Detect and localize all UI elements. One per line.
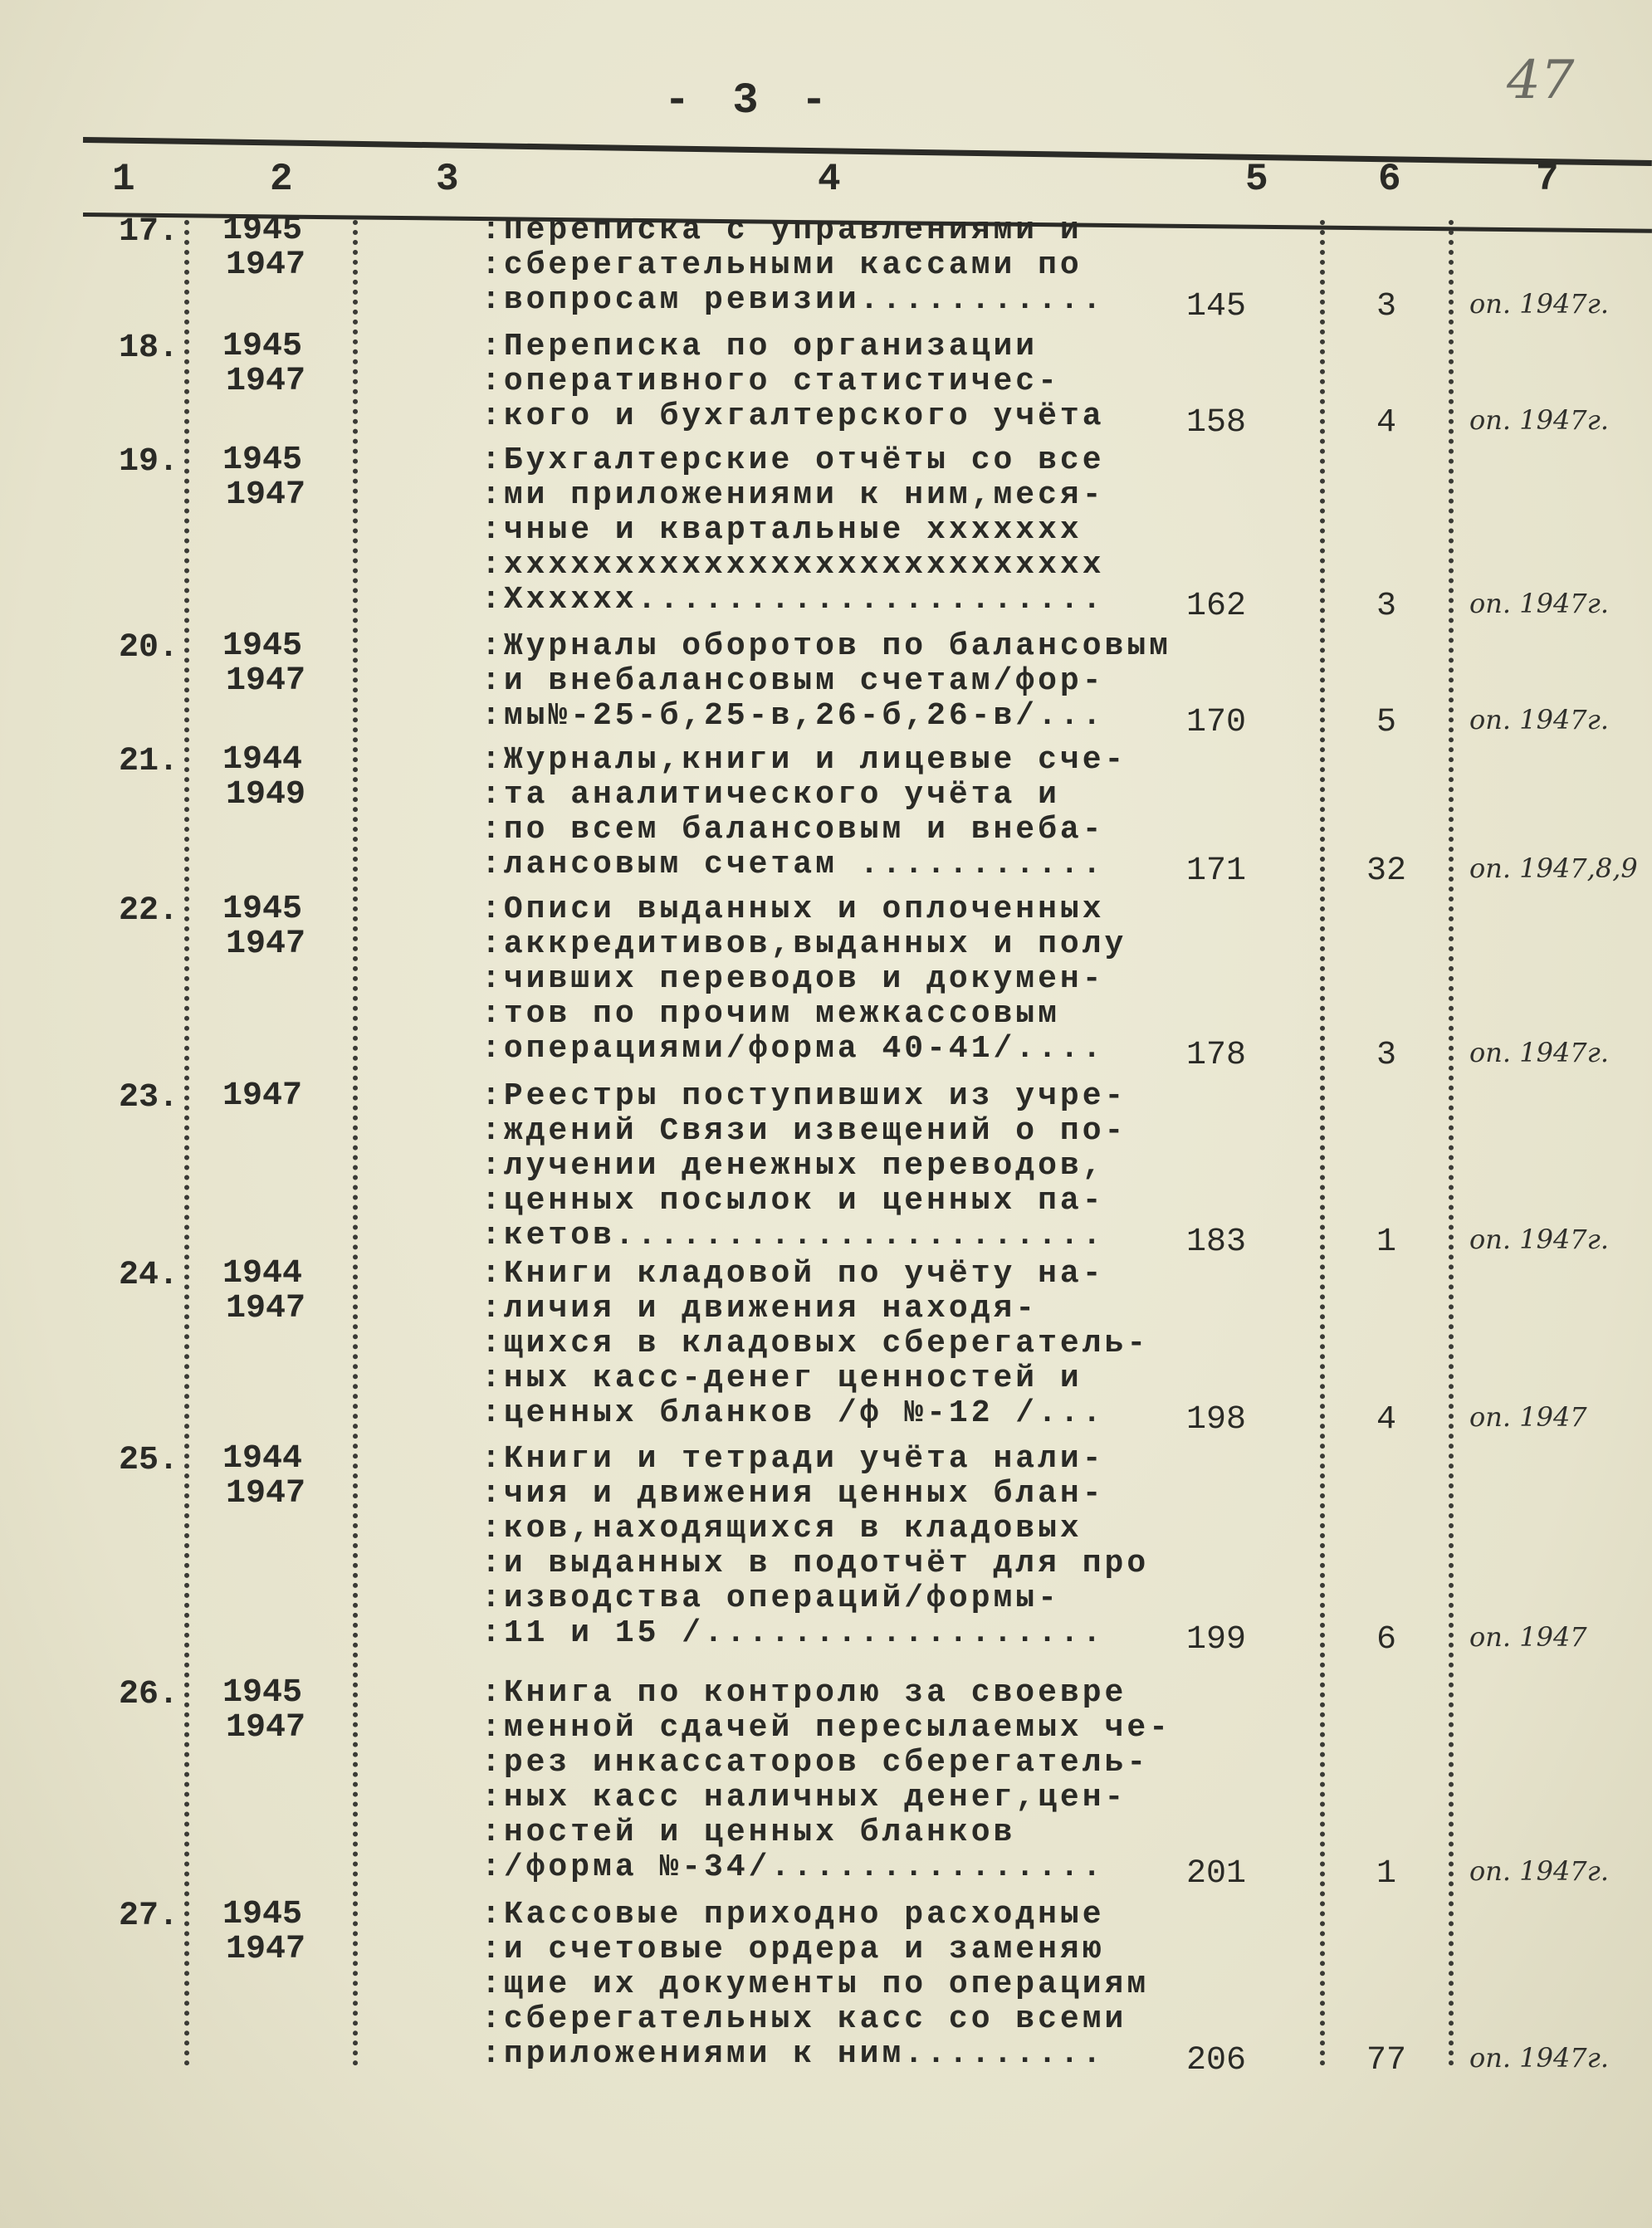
item-values: [0, 853, 1652, 890]
sheet-count: 3: [1376, 588, 1396, 625]
handwritten-note: оп. 1947г.: [1469, 588, 1609, 619]
item-years: [222, 330, 305, 399]
handwritten-note: оп. 1947,8,9: [1469, 853, 1638, 884]
title-line: : Книги кладовой по учёту на-: [481, 1257, 1149, 1292]
column-header-5: 5: [1245, 158, 1268, 201]
sheet-count: 3: [1376, 288, 1396, 325]
year: 1945: [222, 442, 303, 479]
year: 1945: [222, 212, 303, 249]
column-header-1: 1: [112, 158, 135, 201]
volume-number: 201: [1185, 1855, 1246, 1893]
column-header-2: 2: [270, 158, 293, 201]
title-line: : ценных бланков /ф №-12 /...: [481, 1396, 1149, 1431]
title-line: : та аналитического учёта и: [481, 778, 1127, 813]
handwritten-note: оп. 1947г.: [1469, 1855, 1609, 1887]
item-years: [222, 743, 305, 813]
item-years: [222, 1257, 305, 1327]
year: 1947: [226, 662, 306, 700]
title-line: : чия и движения ценных блан-: [481, 1477, 1149, 1512]
title-line: : приложениями к ним.........: [481, 2037, 1149, 2072]
item-number: 19.: [118, 443, 178, 481]
year: 1947: [226, 1709, 306, 1747]
title-line: : ценных посылок и ценных па-: [481, 1184, 1127, 1219]
item-values: [0, 404, 1652, 442]
title-line: : и счетовые ордера и заменяю: [481, 1932, 1149, 1967]
title-line: : Книга по контролю за своевре: [481, 1676, 1171, 1711]
item-values: [0, 288, 1652, 323]
column-header-4: 4: [818, 158, 841, 201]
title-line: : Переписка по организации: [481, 330, 1105, 364]
item-years: [222, 629, 305, 699]
title-line: : менной сдачей пересылаемых че-: [481, 1711, 1171, 1746]
title-line: : 11 и 15 /..................: [481, 1616, 1149, 1651]
item-years: [222, 892, 305, 962]
volume-number: 171: [1185, 853, 1246, 890]
header-rule-top: [83, 137, 1652, 166]
volume-number: 170: [1185, 704, 1246, 741]
item-values: [0, 1224, 1652, 1261]
handwritten-sheet-number: 47: [1507, 50, 1575, 111]
title-line: : Описи выданных и оплоченных: [481, 892, 1127, 927]
handwritten-note: оп. 1947г.: [1469, 2042, 1609, 2074]
item-number: 27.: [118, 1898, 178, 1935]
volume-number: 206: [1185, 2042, 1246, 2079]
volume-number: 145: [1185, 288, 1246, 325]
title-line: : ххххххххххххххххххххххххххх: [481, 548, 1105, 583]
item-years: [222, 213, 305, 283]
title-line: : ностей и ценных бланков: [481, 1815, 1171, 1850]
volume-number: 178: [1185, 1037, 1246, 1074]
year: 1947: [226, 363, 306, 400]
year: 1947: [226, 926, 306, 963]
title-line: : щихся в кладовых сберегатель-: [481, 1327, 1149, 1361]
item-number: 26.: [118, 1676, 178, 1713]
title-line: : изводства операций/формы-: [481, 1581, 1149, 1616]
column-divider: [1449, 220, 1454, 2067]
title-line: : тов по прочим межкассовым: [481, 997, 1127, 1032]
year: 1945: [222, 891, 303, 928]
title-line: : сберегательных касс со всеми: [481, 2002, 1149, 2037]
year: 1945: [222, 1896, 303, 1933]
title-line: : чивших переводов и докумен-: [481, 962, 1127, 997]
title-line: : Кассовые приходно расходные: [481, 1898, 1149, 1932]
title-line: : рез инкассаторов сберегатель-: [481, 1746, 1171, 1781]
item-values: [0, 588, 1652, 623]
sheet-count: 77: [1366, 2042, 1406, 2079]
sheet-count: 1: [1376, 1224, 1396, 1261]
handwritten-note: оп. 1947г.: [1469, 704, 1609, 735]
year: 1949: [226, 776, 306, 814]
year: 1945: [222, 628, 303, 665]
item-years: [222, 1079, 302, 1114]
item-title: [481, 1676, 1171, 1885]
title-line: : Бухгалтерские отчёты со все: [481, 443, 1105, 478]
handwritten-note: оп. 1947: [1469, 1401, 1587, 1433]
item-years: [222, 1442, 305, 1512]
item-number: 25.: [118, 1442, 178, 1479]
sheet-count: 4: [1376, 404, 1396, 442]
handwritten-note: оп. 1947г.: [1469, 1224, 1609, 1255]
sheet-count: 32: [1366, 853, 1406, 890]
year: 1947: [226, 1931, 306, 1968]
year: 1947: [226, 247, 306, 284]
column-header-3: 3: [436, 158, 459, 201]
handwritten-note: оп. 1947г.: [1469, 404, 1609, 436]
item-number: 22.: [118, 892, 178, 930]
item-number: 21.: [118, 743, 178, 780]
volume-number: 158: [1185, 404, 1246, 442]
year: 1945: [222, 328, 303, 365]
title-line: : оперативного статистичес-: [481, 364, 1105, 399]
title-line: : Переписка с управлениями и: [481, 213, 1105, 248]
item-years: [222, 443, 305, 513]
column-divider: [1320, 220, 1325, 2067]
title-line: : лучении денежных переводов,: [481, 1149, 1127, 1184]
item-number: 17.: [118, 213, 178, 251]
title-line: : аккредитивов,выданных и полу: [481, 927, 1127, 962]
title-line: : Журналы,книги и лицевые сче-: [481, 743, 1127, 778]
title-line: : Хххххх.....................: [481, 583, 1105, 618]
volume-number: 199: [1185, 1621, 1246, 1659]
title-line: : ных касс-денег ценностей и: [481, 1361, 1149, 1396]
title-line: : сберегательными кассами по: [481, 248, 1105, 283]
item-years: [222, 1898, 305, 1967]
title-line: : ков,находящихся в кладовых: [481, 1512, 1149, 1546]
sheet-count: 5: [1376, 704, 1396, 741]
title-line: : Книги и тетради учёта нали-: [481, 1442, 1149, 1477]
item-years: [222, 1676, 305, 1746]
title-line: : ми приложениями к ним,меся-: [481, 478, 1105, 513]
item-values: [0, 1401, 1652, 1439]
sheet-count: 3: [1376, 1037, 1396, 1074]
year: 1947: [226, 1290, 306, 1327]
title-line: : ных касс наличных денег,цен-: [481, 1781, 1171, 1815]
year: 1944: [222, 1440, 303, 1478]
column-divider: [353, 220, 358, 2067]
title-line: : чные и квартальные ххххххх: [481, 513, 1105, 548]
title-line: : ждений Связи извещений о по-: [481, 1114, 1127, 1149]
title-line: : Журналы оборотов по балансовым: [481, 629, 1171, 664]
item-number: 20.: [118, 629, 178, 667]
title-line: : кого и бухгалтерского учёта: [481, 399, 1105, 434]
title-line: : и внебалансовым счетам/фор-: [481, 664, 1171, 699]
year: 1947: [222, 1077, 303, 1115]
title-line: : кетов......................: [481, 1219, 1127, 1253]
handwritten-note: оп. 1947г.: [1469, 288, 1609, 320]
item-values: [0, 2042, 1652, 2077]
handwritten-note: оп. 1947: [1469, 1621, 1587, 1653]
title-line: : вопросам ревизии...........: [481, 283, 1105, 318]
year: 1947: [226, 1475, 306, 1512]
volume-number: 183: [1185, 1224, 1246, 1261]
title-line: : и выданных в подотчёт для про: [481, 1546, 1149, 1581]
sheet-count: 6: [1376, 1621, 1396, 1659]
sheet-count: 1: [1376, 1855, 1396, 1893]
item-values: [0, 704, 1652, 739]
year: 1947: [226, 476, 306, 514]
item-title: [481, 1442, 1149, 1651]
page-number: - 3 -: [664, 76, 836, 125]
item-values: [0, 1621, 1652, 1659]
volume-number: 198: [1185, 1401, 1246, 1439]
column-divider: [184, 220, 189, 2067]
title-line: : мы№-25-б,25-в,26-б,26-в/...: [481, 699, 1171, 734]
title-line: : щие их документы по операциям: [481, 1967, 1149, 2002]
title-line: : личия и движения находя-: [481, 1292, 1149, 1327]
item-number: 23.: [118, 1079, 178, 1116]
item-values: [0, 1037, 1652, 1072]
title-line: : /форма №-34/...............: [481, 1850, 1171, 1885]
year: 1945: [222, 1674, 303, 1712]
title-line: : лансовым счетам ...........: [481, 848, 1127, 882]
year: 1944: [222, 1255, 303, 1292]
column-header-7: 7: [1536, 158, 1559, 201]
column-header-6: 6: [1378, 158, 1401, 201]
item-values: [0, 1855, 1652, 1893]
title-line: : операциями/форма 40-41/....: [481, 1032, 1127, 1067]
volume-number: 162: [1185, 588, 1246, 625]
handwritten-note: оп. 1947г.: [1469, 1037, 1609, 1068]
sheet-count: 4: [1376, 1401, 1396, 1439]
title-line: : по всем балансовым и внеба-: [481, 813, 1127, 848]
item-number: 18.: [118, 330, 178, 367]
year: 1944: [222, 741, 303, 779]
title-line: : Реестры поступивших из учре-: [481, 1079, 1127, 1114]
item-number: 24.: [118, 1257, 178, 1294]
